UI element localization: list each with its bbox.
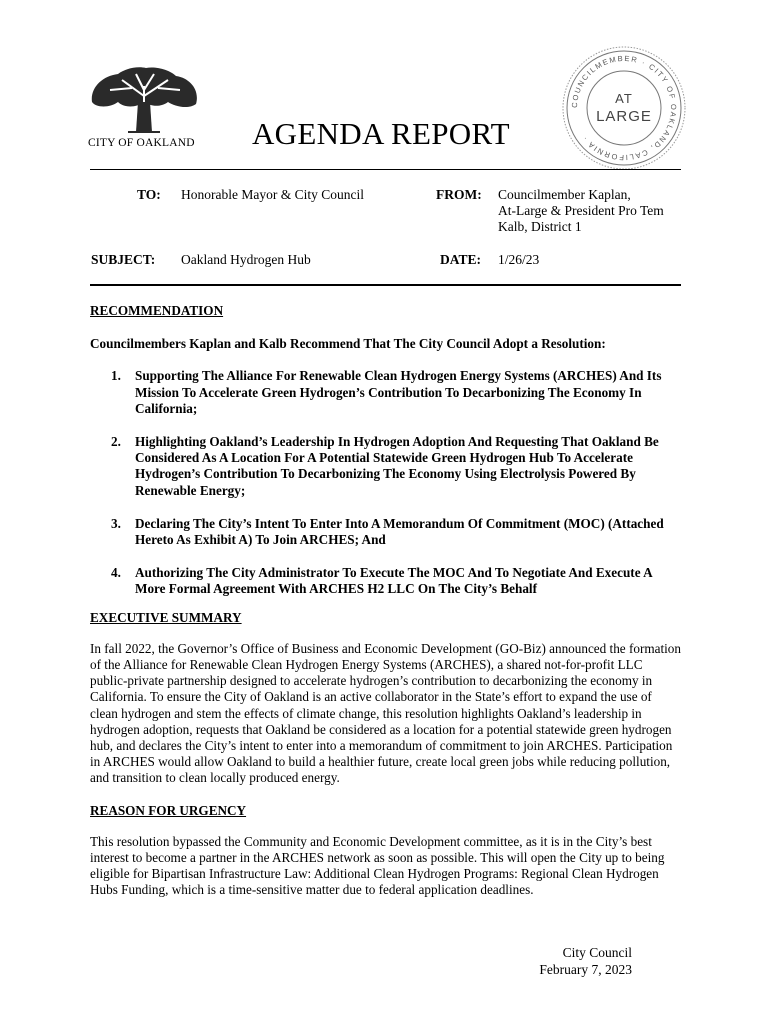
list-item-number: 2. bbox=[111, 434, 121, 450]
councilmember-seal-icon bbox=[561, 45, 687, 171]
city-logo bbox=[88, 66, 200, 156]
from-line-3: Kalb, District 1 bbox=[498, 219, 582, 234]
header-divider bbox=[90, 169, 681, 170]
urgency-text: This resolution bypassed the Community and Economic Development committee, as it is in the City’s best interest to become a partner in the ARCHES network as soon as possible. This will open the City up to being eligible for Bipartisan Infrastructure Law: Additional Clean Hydrogen Programs: Regional Clean Hydrogen Hubs Funding, which is a time-sensitive matter due to federal application deadlines. bbox=[90, 833, 665, 898]
from-label: FROM: bbox=[436, 187, 482, 202]
seal-ring-text: COUNCILMEMBER · CITY OF OAKLAND, CALIFORNIA · bbox=[569, 53, 679, 163]
list-item-number: 3. bbox=[111, 515, 121, 531]
list-item-number: 4. bbox=[111, 565, 121, 581]
recommendation-intro: Councilmembers Kaplan and Kalb Recommend That The City Council Adopt a Resolution: bbox=[90, 336, 606, 352]
list-item bbox=[90, 368, 682, 417]
list-item bbox=[90, 516, 682, 548]
list-item-text: Highlighting Oakland’s Leadership In Hydrogen Adoption And Requesting That Oakland Be Considered As A Location For A Potential Statewide Green Hydrogen Hub To Accelerate Hydrogen’s Contribution To Decarbonizing The Economy Using Electrolysis Powered By Renewable Energy; bbox=[135, 434, 659, 498]
list-item bbox=[90, 434, 682, 499]
oak-tree-icon bbox=[88, 66, 200, 136]
from-line-1: Councilmember Kaplan, bbox=[498, 187, 631, 202]
list-item-number: 1. bbox=[111, 368, 121, 384]
subject-label: SUBJECT: bbox=[91, 252, 156, 267]
list-item bbox=[90, 565, 682, 597]
date-value: 1/26/23 bbox=[498, 252, 540, 267]
date-label: DATE: bbox=[440, 252, 482, 267]
recommendation-list bbox=[90, 368, 682, 597]
memo-divider bbox=[90, 284, 681, 286]
executive-summary-text: In fall 2022, the Governor’s Office of Business and Economic Development (GO-Biz) announced the formation of the Alliance for Renewable Clean Hydrogen Energy Systems (ARCHES), a shared not-for-profit LLC public-private partnership designed to accelerate hydrogen’s contribution to decarbonizing the economy in California. To ensure the City of Oakland is an active collaborator in the State’s effort to expand the use of clean hydrogen and stem the effects of climate change, this resolution highlights Oakland’s leadership in hydrogen adoption, requests that Oakland be considered as a location for a potential statewide green hydrogen hub, and declares the City’s intent to enter into a memorandum of commitment to join ARCHES. Participation in ARCHES would allow Oakland to build a healthier future, create local green jobs while reducing pollution, and transition to clean locally produced energy. bbox=[90, 640, 681, 786]
list-item-text: Authorizing The City Administrator To Execute The MOC And To Negotiate And Execute A More Formal Agreement With ARCHES H2 LLC On The City’s Behalf bbox=[135, 565, 652, 597]
urgency-heading: REASON FOR URGENCY bbox=[90, 802, 247, 818]
seal-large-text: LARGE bbox=[596, 108, 652, 125]
executive-summary-heading: EXECUTIVE SUMMARY bbox=[90, 609, 242, 625]
list-item-text: Declaring The City’s Intent To Enter Into A Memorandum Of Commitment (MOC) (Attached Hereto As Exhibit A) To Join ARCHES; And bbox=[135, 515, 664, 548]
recommendation-heading: RECOMMENDATION bbox=[90, 303, 224, 318]
to-label: TO: bbox=[137, 187, 161, 202]
page-title: AGENDA REPORT bbox=[252, 116, 510, 151]
logo-text: CITY OF OAKLAND bbox=[88, 137, 195, 149]
report-body bbox=[90, 303, 682, 899]
list-item-text: Supporting The Alliance For Renewable Clean Hydrogen Energy Systems (ARCHES) And Its Mission To Accelerate Green Hydrogen’s Contribution To Decarbonizing The Economy In California; bbox=[135, 368, 662, 416]
subject-value: Oakland Hydrogen Hub bbox=[181, 252, 311, 267]
footer-recipient: City Council bbox=[562, 945, 632, 960]
from-line-2: At-Large & President Pro Tem bbox=[498, 203, 664, 218]
seal-at-text: AT bbox=[615, 91, 633, 106]
footer-date: February 7, 2023 bbox=[539, 962, 632, 977]
to-value: Honorable Mayor & City Council bbox=[181, 187, 364, 202]
